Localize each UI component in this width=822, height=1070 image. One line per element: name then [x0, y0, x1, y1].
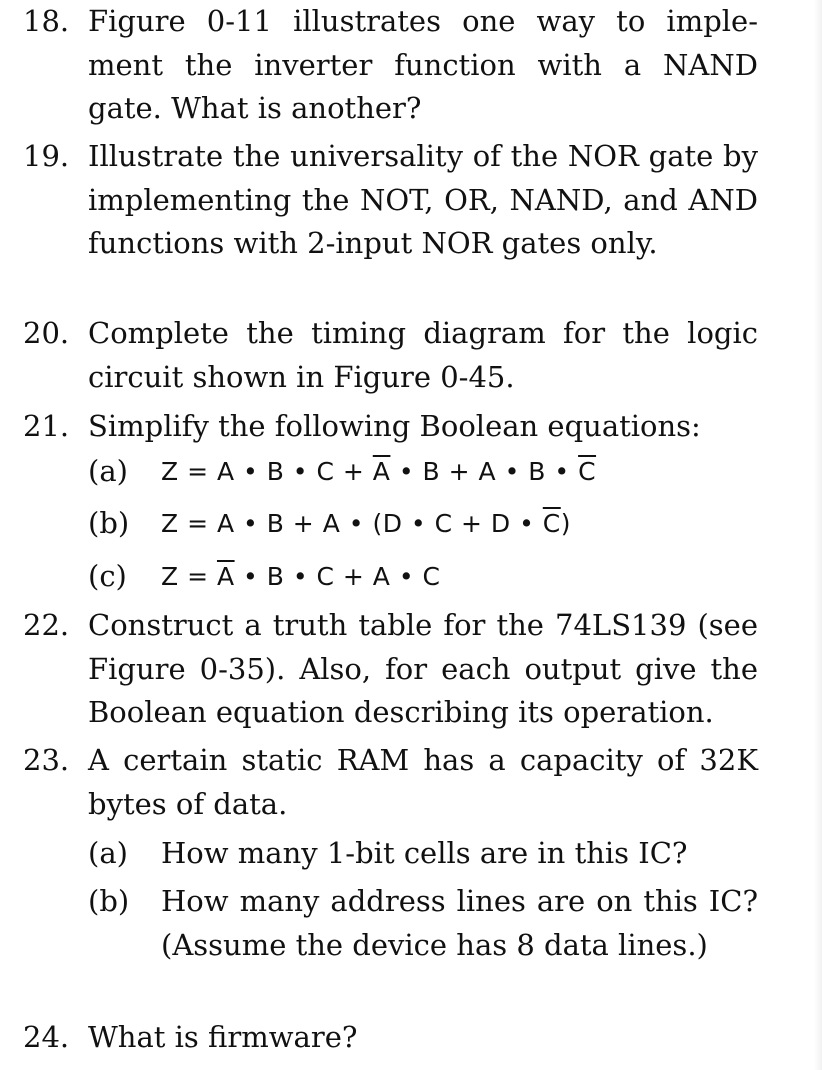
subquestion-label: (a) — [88, 454, 128, 488]
question-number: 20. — [23, 316, 70, 350]
question-text: Figure 0-11 illustrates one way to imple-ment the inverter function with a NAND gate. What is another? — [88, 4, 758, 125]
page-edge-shadow — [814, 0, 822, 1070]
boolean-equation: Z = A • B • $C + \overline{A}$ • B + A • B • $\overline{C}$ — [161, 457, 597, 486]
question-number: 23. — [23, 743, 70, 777]
question-number: 24. — [23, 1020, 70, 1054]
question-number: 21. — [23, 409, 70, 443]
question-text: Simplify the following Boolean equations: — [88, 409, 701, 443]
boolean-equation: $Z = \overline{A}$ • B • C + A • C — [161, 562, 441, 591]
subquestion-text: How many 1-bit cells are in this IC? — [161, 836, 688, 870]
question-text: A certain static RAM has a capacity of 32K bytes of data. — [88, 743, 758, 821]
boolean-equation: Z = A • B + A • (D • C + D • $\overline{C}$) — [161, 509, 572, 538]
subquestion-text: How many address lines are on this IC? (Assume the device has 8 data lines.) — [161, 884, 758, 962]
question-number: 18. — [23, 4, 70, 38]
question-text: Complete the timing diagram for the logic circuit shown in Figure 0-45. — [88, 316, 758, 394]
subquestion-label: (b) — [88, 506, 130, 540]
question-text: What is firmware? — [88, 1020, 358, 1054]
question-text: Construct a truth table for the 74LS139 (see Figure 0-35). Also, for each output give the Boolean equation describing its operation. — [88, 608, 758, 729]
question-number: 22. — [23, 608, 70, 642]
subquestion-label: (c) — [88, 559, 127, 593]
subquestion-label: (b) — [88, 884, 130, 918]
subquestion-label: (a) — [88, 836, 128, 870]
question-number: 19. — [23, 139, 70, 173]
question-text: Illustrate the universality of the NOR gate by implementing the NOT, OR, NAND, and AND functions with 2-input NOR gates only. — [88, 139, 758, 260]
